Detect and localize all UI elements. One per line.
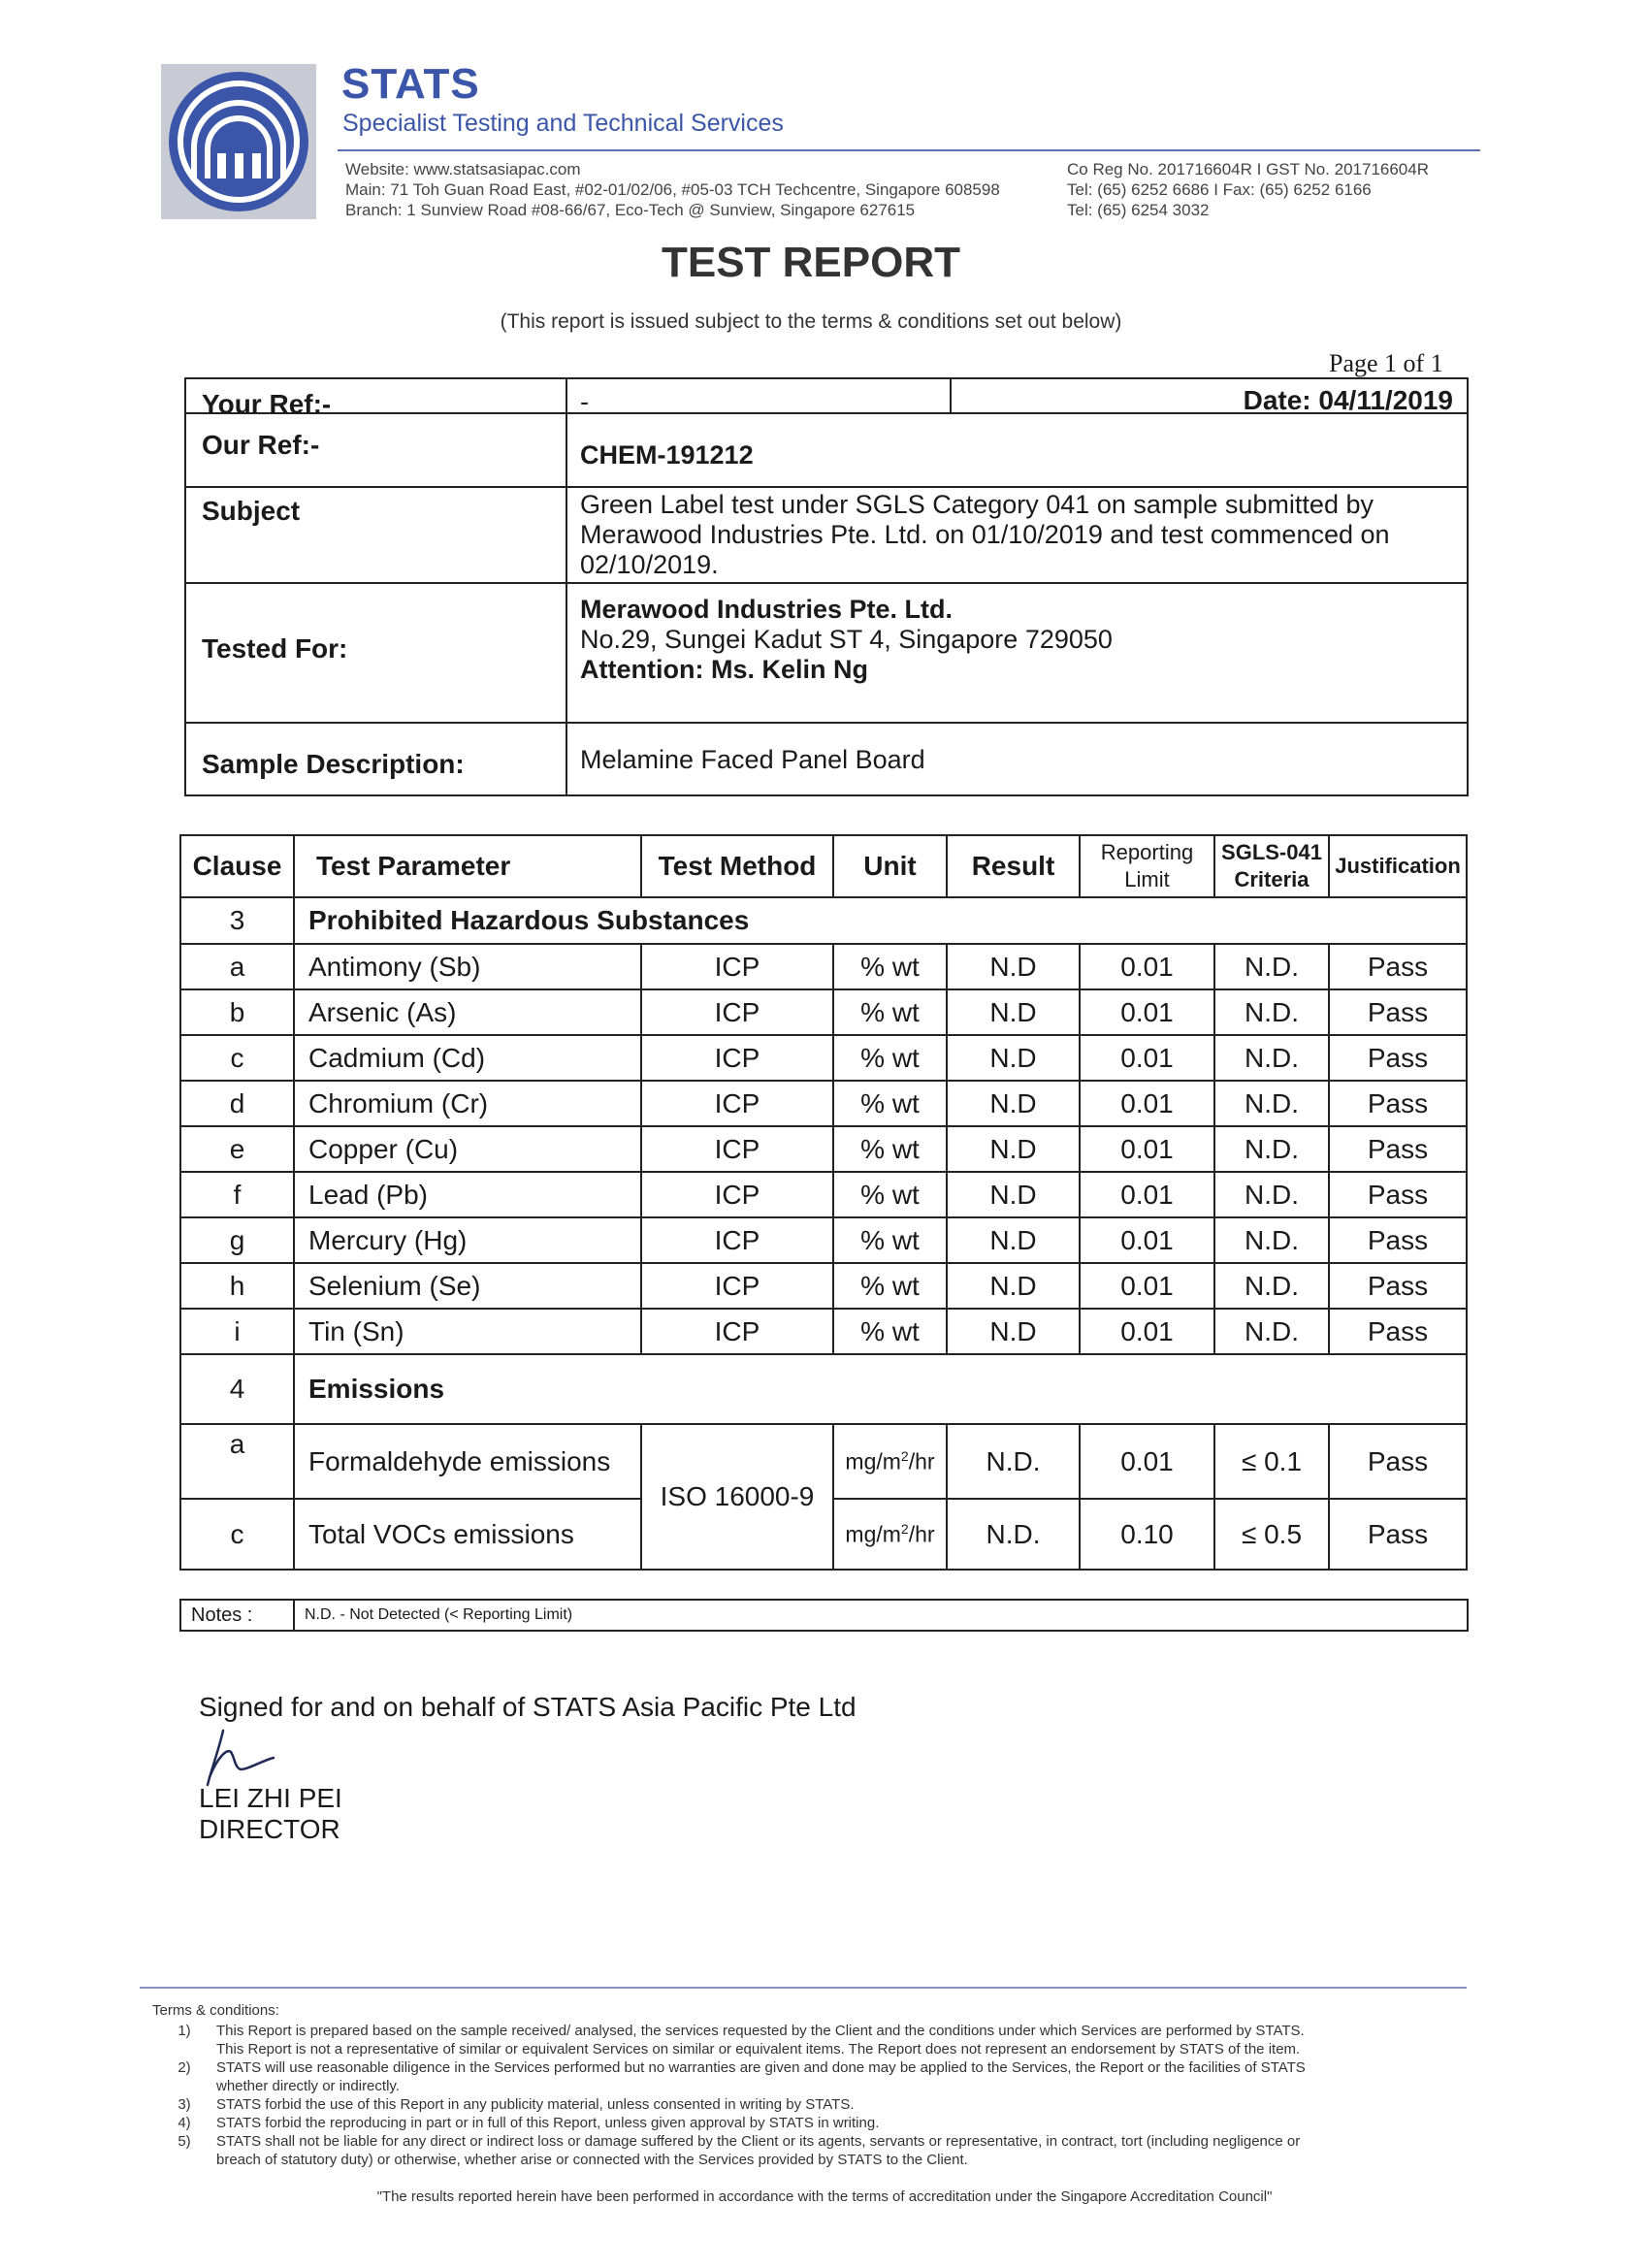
cell-limit: 0.01	[1080, 989, 1214, 1035]
cell-method: ICP	[641, 1126, 833, 1172]
cell-justification: Pass	[1329, 989, 1467, 1035]
terms-item-number: 2)	[178, 2059, 191, 2076]
page-number: Page 1 of 1	[1329, 349, 1443, 377]
cell-justification: Pass	[1329, 1081, 1467, 1126]
cell-clause: f	[180, 1172, 294, 1217]
signed-for-text: Signed for and on behalf of STATS Asia Pacific Pte Ltd	[199, 1692, 857, 1722]
client-attention: Attention: Ms. Kelin Ng	[580, 655, 868, 684]
header-divider	[338, 149, 1480, 151]
stats-logo	[161, 64, 316, 219]
cell-parameter: Arsenic (As)	[294, 989, 641, 1035]
cell-result: N.D.	[947, 1499, 1080, 1570]
terms-item-text: STATS shall not be liable for any direct or indirect loss or damage suffered by the Client or its agents, servants or representative, in contract, tort (including negligence or	[216, 2133, 1301, 2150]
divider	[186, 486, 1467, 488]
notes-table	[179, 1599, 1469, 1632]
report-subtitle: (This report is issued subject to the terms & conditions set out below)	[500, 310, 1122, 333]
cell-limit: 0.01	[1080, 944, 1214, 989]
your-ref-value: -	[580, 387, 589, 416]
table-row	[180, 1263, 1467, 1309]
section-title: Emissions	[294, 1354, 1467, 1424]
cell-unit: % wt	[833, 1126, 947, 1172]
cell-limit: 0.01	[1080, 1217, 1214, 1263]
table-header-row	[180, 835, 1467, 897]
tested-for-details	[580, 595, 1113, 685]
cell-clause: c	[180, 1035, 294, 1081]
cell-justification: Pass	[1329, 1263, 1467, 1309]
cell-criteria: N.D.	[1214, 944, 1329, 989]
col-header-reporting-limit: Reporting Limit	[1080, 835, 1214, 897]
cell-clause: i	[180, 1309, 294, 1354]
cell-unit: % wt	[833, 1309, 947, 1354]
unit-base: mg/m	[845, 1521, 901, 1547]
cell-clause: d	[180, 1081, 294, 1126]
table-row	[180, 944, 1467, 989]
cell-limit: 0.01	[1080, 1126, 1214, 1172]
cell-unit: % wt	[833, 1263, 947, 1309]
sample-description-value: Melamine Faced Panel Board	[580, 745, 925, 774]
col-header-unit: Unit	[833, 835, 947, 897]
notes-row	[180, 1600, 1468, 1631]
website-text: Website: www.statsasiapac.com	[345, 160, 581, 178]
handwritten-signature	[202, 1723, 299, 1787]
subject-label: Subject	[202, 496, 301, 526]
cell-result: N.D	[947, 1035, 1080, 1081]
col-header-result: Result	[947, 835, 1080, 897]
cell-criteria: N.D.	[1214, 1263, 1329, 1309]
cell-unit: % wt	[833, 989, 947, 1035]
section-row	[180, 1354, 1467, 1424]
unit-exponent: 2	[900, 1520, 909, 1537]
terms-item-text: This Report is not a representative of similar or equivalent Services on similar or equivalent items. The Report does not represent an endorsement by STATS of the item.	[216, 2041, 1301, 2057]
cell-method: ICP	[641, 1309, 833, 1354]
cell-limit: 0.10	[1080, 1499, 1214, 1570]
signer-name: LEI ZHI PEI	[199, 1783, 342, 1813]
table-row	[180, 1172, 1467, 1217]
table-row	[180, 1217, 1467, 1263]
col-header-justification: Justification	[1329, 835, 1467, 897]
signer-block	[199, 1783, 342, 1845]
client-address: No.29, Sungei Kadut ST 4, Singapore 729050	[580, 625, 1113, 654]
cell-result: N.D	[947, 1263, 1080, 1309]
table-row	[180, 1126, 1467, 1172]
terms-item-text: STATS forbid the reproducing in part or in full of this Report, unless given approval by STATS in writing.	[216, 2115, 880, 2131]
tel-main: Tel: (65) 6252 6686 I Fax: (65) 6252 6166	[1067, 180, 1372, 199]
col-header-method: Test Method	[641, 835, 833, 897]
cell-criteria: ≤ 0.1	[1214, 1424, 1329, 1499]
cell-limit: 0.01	[1080, 1172, 1214, 1217]
table-row	[180, 1035, 1467, 1081]
brand-name: STATS	[341, 60, 480, 108]
cell-criteria: N.D.	[1214, 1309, 1329, 1354]
col-header-criteria: SGLS-041 Criteria	[1214, 835, 1329, 897]
table-row	[180, 1081, 1467, 1126]
divider	[566, 379, 567, 794]
subject-line: Green Label test under SGLS Category 041 on sample submitted by	[580, 490, 1374, 519]
cell-result: N.D	[947, 1309, 1080, 1354]
divider	[186, 722, 1467, 724]
section-title: Prohibited Hazardous Substances	[294, 897, 1467, 944]
cell-method: ICP	[641, 1081, 833, 1126]
cell-parameter: Selenium (Se)	[294, 1263, 641, 1309]
company-addresses	[345, 159, 1000, 220]
branch-address: Branch: 1 Sunview Road #08-66/67, Eco-Tech @ Sunview, Singapore 627615	[345, 201, 916, 219]
cell-criteria: N.D.	[1214, 1126, 1329, 1172]
cell-unit	[833, 1424, 947, 1499]
cell-clause: c	[180, 1499, 294, 1570]
cell-criteria: N.D.	[1214, 1035, 1329, 1081]
cell-clause: b	[180, 989, 294, 1035]
cell-justification: Pass	[1329, 1499, 1467, 1570]
cell-unit: % wt	[833, 1035, 947, 1081]
cell-clause: h	[180, 1263, 294, 1309]
cell-parameter: Tin (Sn)	[294, 1309, 641, 1354]
terms-item-number: 3)	[178, 2096, 191, 2113]
cell-unit: % wt	[833, 1081, 947, 1126]
cell-unit: % wt	[833, 944, 947, 989]
terms-item	[152, 2114, 1471, 2132]
cell-parameter: Lead (Pb)	[294, 1172, 641, 1217]
divider	[950, 379, 952, 414]
cell-result: N.D	[947, 944, 1080, 989]
cell-method: ICP	[641, 1172, 833, 1217]
unit-exponent: 2	[900, 1447, 909, 1464]
cell-result: N.D.	[947, 1424, 1080, 1499]
cell-parameter: Chromium (Cr)	[294, 1081, 641, 1126]
cell-limit: 0.01	[1080, 1081, 1214, 1126]
report-title: TEST REPORT	[661, 239, 961, 286]
tested-for-label: Tested For:	[202, 633, 348, 664]
subject-text	[580, 490, 1390, 580]
cell-parameter: Copper (Cu)	[294, 1126, 641, 1172]
accreditation-note: "The results reported herein have been performed in accordance with the terms of accreditation under the Singapore Accreditation Council"	[376, 2188, 1273, 2205]
cell-method: ICP	[641, 944, 833, 989]
notes-value: N.D. - Not Detected (< Reporting Limit)	[294, 1600, 1468, 1631]
our-ref-label: Our Ref:-	[202, 430, 320, 460]
terms-item-text: breach of statutory duty) or otherwise, whether arise or connected with the Services provided by STATS to the Client.	[216, 2152, 968, 2168]
terms-item	[152, 2058, 1471, 2077]
cell-result: N.D	[947, 1126, 1080, 1172]
sample-description-label: Sample Description:	[202, 749, 465, 779]
cell-justification: Pass	[1329, 1424, 1467, 1499]
reference-box	[184, 377, 1469, 796]
cell-limit: 0.01	[1080, 1309, 1214, 1354]
our-ref-value: CHEM-191212	[580, 440, 754, 470]
terms-item-text: This Report is prepared based on the sample received/ analysed, the services requested by the Client and the conditions under which Services are performed by STATS.	[216, 2023, 1305, 2039]
metal-rows	[180, 944, 1467, 1354]
cell-criteria: N.D.	[1214, 1217, 1329, 1263]
cell-method: ICP	[641, 1217, 833, 1263]
table-row	[180, 989, 1467, 1035]
divider	[186, 582, 1467, 584]
cell-limit: 0.01	[1080, 1424, 1214, 1499]
cell-justification: Pass	[1329, 1309, 1467, 1354]
your-ref-label: Your Ref:-	[202, 389, 332, 419]
cell-result: N.D	[947, 1217, 1080, 1263]
cell-method: ICP	[641, 989, 833, 1035]
cell-clause: a	[180, 944, 294, 989]
cell-method: ICP	[641, 1035, 833, 1081]
table-row	[180, 1424, 1467, 1499]
subject-line: 02/10/2019.	[580, 550, 719, 579]
terms-item	[152, 2040, 1471, 2058]
cell-parameter: Mercury (Hg)	[294, 1217, 641, 1263]
terms-item-number: 5)	[178, 2133, 191, 2150]
terms-list	[152, 2022, 1471, 2169]
cell-limit: 0.01	[1080, 1035, 1214, 1081]
cell-parameter: Antimony (Sb)	[294, 944, 641, 989]
terms-item	[152, 2151, 1471, 2169]
unit-base: mg/m	[845, 1448, 901, 1474]
terms-item-number: 1)	[178, 2023, 191, 2039]
cell-result: N.D	[947, 1081, 1080, 1126]
cell-parameter: Formaldehyde emissions	[294, 1424, 641, 1499]
cell-result: N.D	[947, 1172, 1080, 1217]
co-reg-number: Co Reg No. 201716604R I GST No. 201716604R	[1067, 160, 1429, 178]
terms-item-number: 4)	[178, 2115, 191, 2131]
cell-criteria: N.D.	[1214, 989, 1329, 1035]
results-table	[179, 834, 1468, 1571]
terms-item-number	[152, 2151, 216, 2169]
col-header-clause: Clause	[180, 835, 294, 897]
report-date: Date: 04/11/2019	[1243, 385, 1453, 415]
cell-method: ICP	[641, 1263, 833, 1309]
cell-justification: Pass	[1329, 1172, 1467, 1217]
terms-item-number	[152, 2077, 216, 2095]
cell-unit: % wt	[833, 1172, 947, 1217]
cell-criteria: N.D.	[1214, 1172, 1329, 1217]
cell-method: ISO 16000-9	[641, 1424, 833, 1570]
unit-tail: /hr	[908, 1448, 935, 1474]
cell-criteria: N.D.	[1214, 1081, 1329, 1126]
table-row	[180, 1309, 1467, 1354]
terms-item-text: STATS forbid the use of this Report in any publicity material, unless consented in writing by STATS.	[216, 2096, 855, 2113]
cell-justification: Pass	[1329, 944, 1467, 989]
terms-item-text: STATS will use reasonable diligence in the Services performed but no warranties are given and done may be applied to the Services, the Report or the facilities of STATS	[216, 2059, 1306, 2076]
cell-justification: Pass	[1329, 1035, 1467, 1081]
section-clause: 3	[180, 897, 294, 944]
notes-label: Notes :	[180, 1600, 294, 1631]
client-company: Merawood Industries Pte. Ltd.	[580, 595, 954, 624]
terms-item-text: whether directly or indirectly.	[216, 2078, 400, 2094]
tel-branch: Tel: (65) 6254 3032	[1067, 201, 1210, 219]
col-header-parameter: Test Parameter	[294, 835, 641, 897]
terms-item-number	[152, 2040, 216, 2058]
terms-divider	[140, 1987, 1467, 1989]
signer-title: DIRECTOR	[199, 1814, 340, 1844]
terms-item	[152, 2077, 1471, 2095]
cell-parameter: Total VOCs emissions	[294, 1499, 641, 1570]
cell-unit	[833, 1499, 947, 1570]
section-row	[180, 897, 1467, 944]
terms-item	[152, 2022, 1471, 2040]
terms-title: Terms & conditions:	[152, 2002, 279, 2019]
terms-item	[152, 2132, 1471, 2151]
cell-limit: 0.01	[1080, 1263, 1214, 1309]
company-registration	[1067, 159, 1429, 220]
cell-justification: Pass	[1329, 1217, 1467, 1263]
unit-tail: /hr	[908, 1521, 935, 1547]
cell-clause: g	[180, 1217, 294, 1263]
cell-result: N.D	[947, 989, 1080, 1035]
brand-tagline: Specialist Testing and Technical Services	[342, 110, 784, 137]
cell-unit: % wt	[833, 1217, 947, 1263]
cell-parameter: Cadmium (Cd)	[294, 1035, 641, 1081]
cell-clause: a	[180, 1424, 294, 1499]
cell-criteria: ≤ 0.5	[1214, 1499, 1329, 1570]
section-clause: 4	[180, 1354, 294, 1424]
cell-justification: Pass	[1329, 1126, 1467, 1172]
terms-item	[152, 2095, 1471, 2114]
subject-line: Merawood Industries Pte. Ltd. on 01/10/2019 and test commenced on	[580, 520, 1390, 549]
main-address: Main: 71 Toh Guan Road East, #02-01/02/06, #05-03 TCH Techcentre, Singapore 608598	[345, 180, 1000, 199]
cell-clause: e	[180, 1126, 294, 1172]
